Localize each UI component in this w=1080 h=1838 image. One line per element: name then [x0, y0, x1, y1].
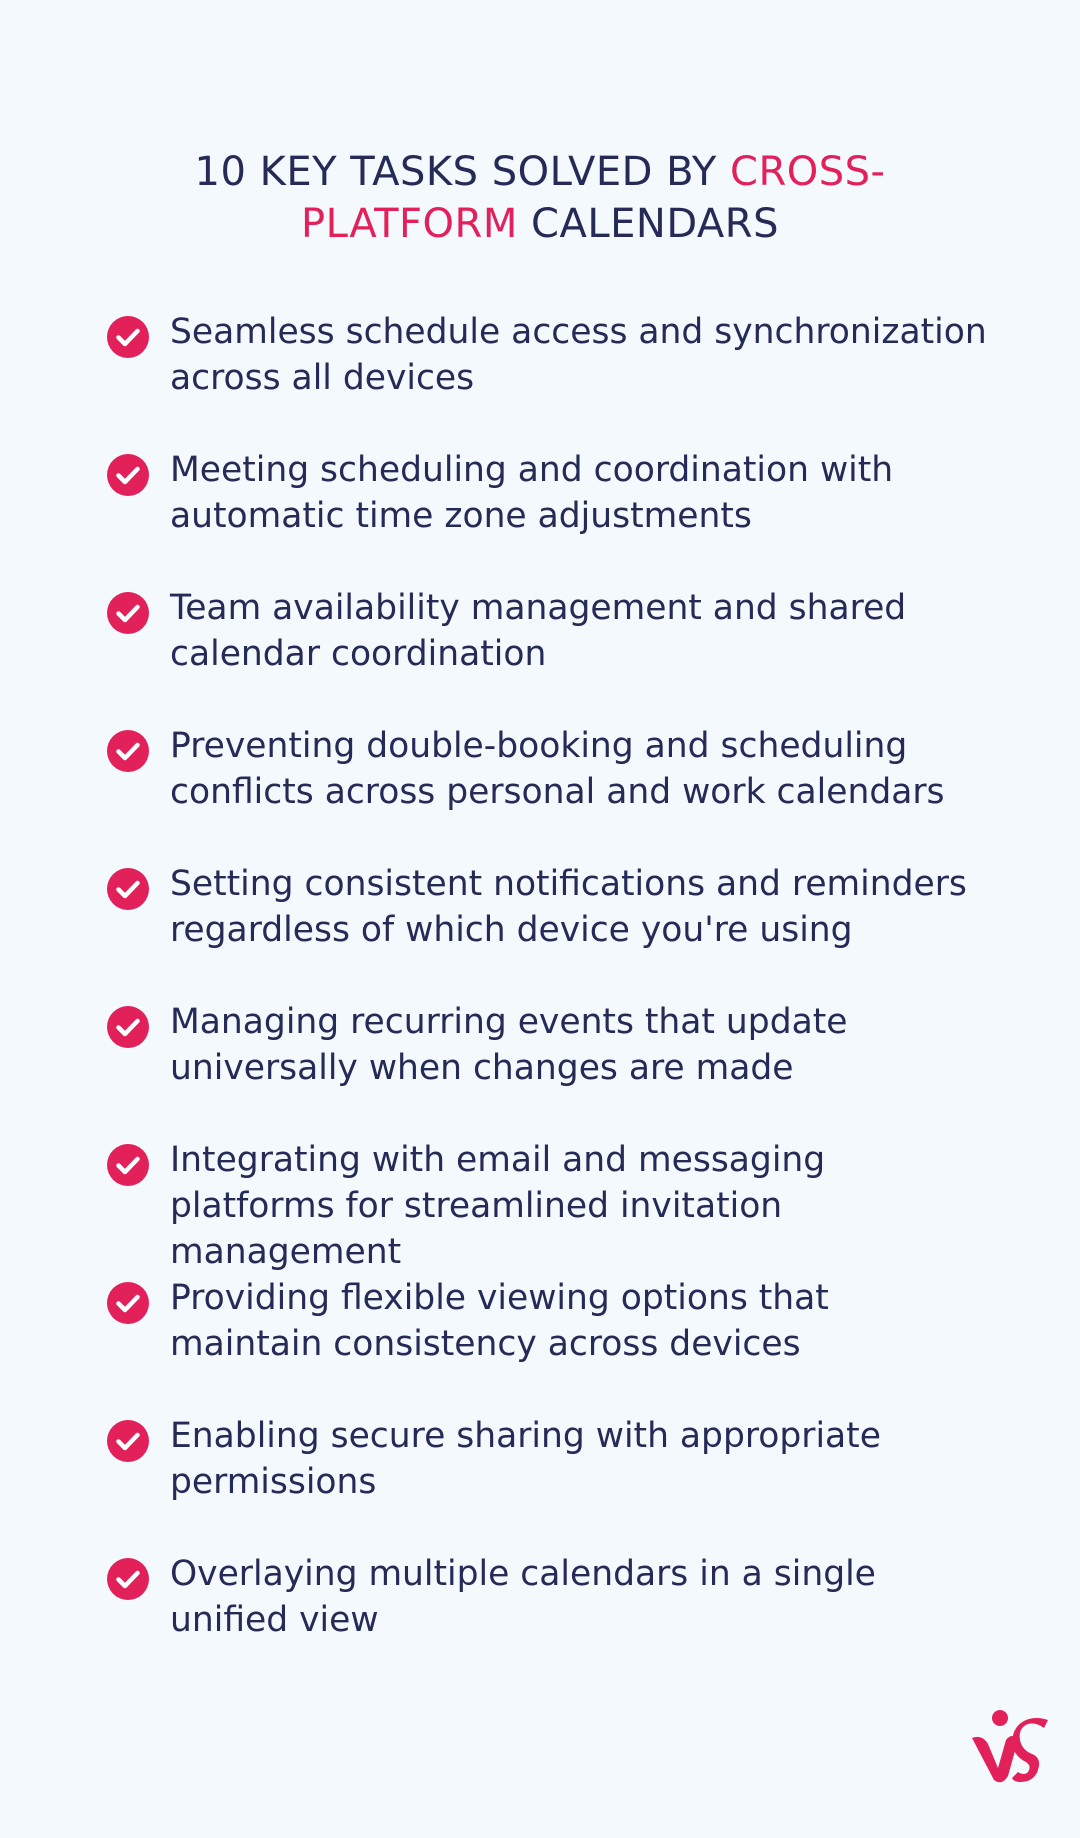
title-part-2: CALENDARS [517, 201, 779, 247]
list-item-text: Integrating with email and messaging platforms for streamlined invitation management [170, 1140, 826, 1272]
list-item-text: Team availability management and shared calendar coordination [170, 588, 907, 674]
title-part-1: 10 KEY TASKS SOLVED BY [194, 149, 731, 195]
list-item-text: Preventing double-booking and scheduling conflicts across personal and work calendars [170, 726, 945, 812]
check-circle-icon [106, 1281, 150, 1325]
list-item-text: Setting consistent notifications and reminders regardless of which device you're using [170, 864, 967, 950]
check-circle-icon [106, 1143, 150, 1187]
check-circle-icon [106, 729, 150, 773]
check-circle-icon [106, 591, 150, 635]
list-item-text: Enabling secure sharing with appropriate permissions [170, 1416, 881, 1502]
list-item-text: Managing recurring events that update universally when changes are made [170, 1002, 848, 1088]
check-circle-icon [106, 315, 150, 359]
check-circle-icon [106, 1419, 150, 1463]
list-item-text: Providing flexible viewing options that maintain consistency across devices [170, 1278, 829, 1364]
check-circle-icon [106, 1005, 150, 1049]
check-circle-icon [106, 867, 150, 911]
title-highlight: CROSS-PLATFORM [301, 149, 886, 247]
list-item-text: Seamless schedule access and synchronization across all devices [170, 312, 987, 398]
brand-logo-icon [968, 1710, 1052, 1788]
check-circle-icon [106, 1557, 150, 1601]
check-circle-icon [106, 453, 150, 497]
list-item-text: Overlaying multiple calendars in a single unified view [170, 1554, 876, 1640]
list-item-text: Meeting scheduling and coordination with automatic time zone adjustments [170, 450, 894, 536]
